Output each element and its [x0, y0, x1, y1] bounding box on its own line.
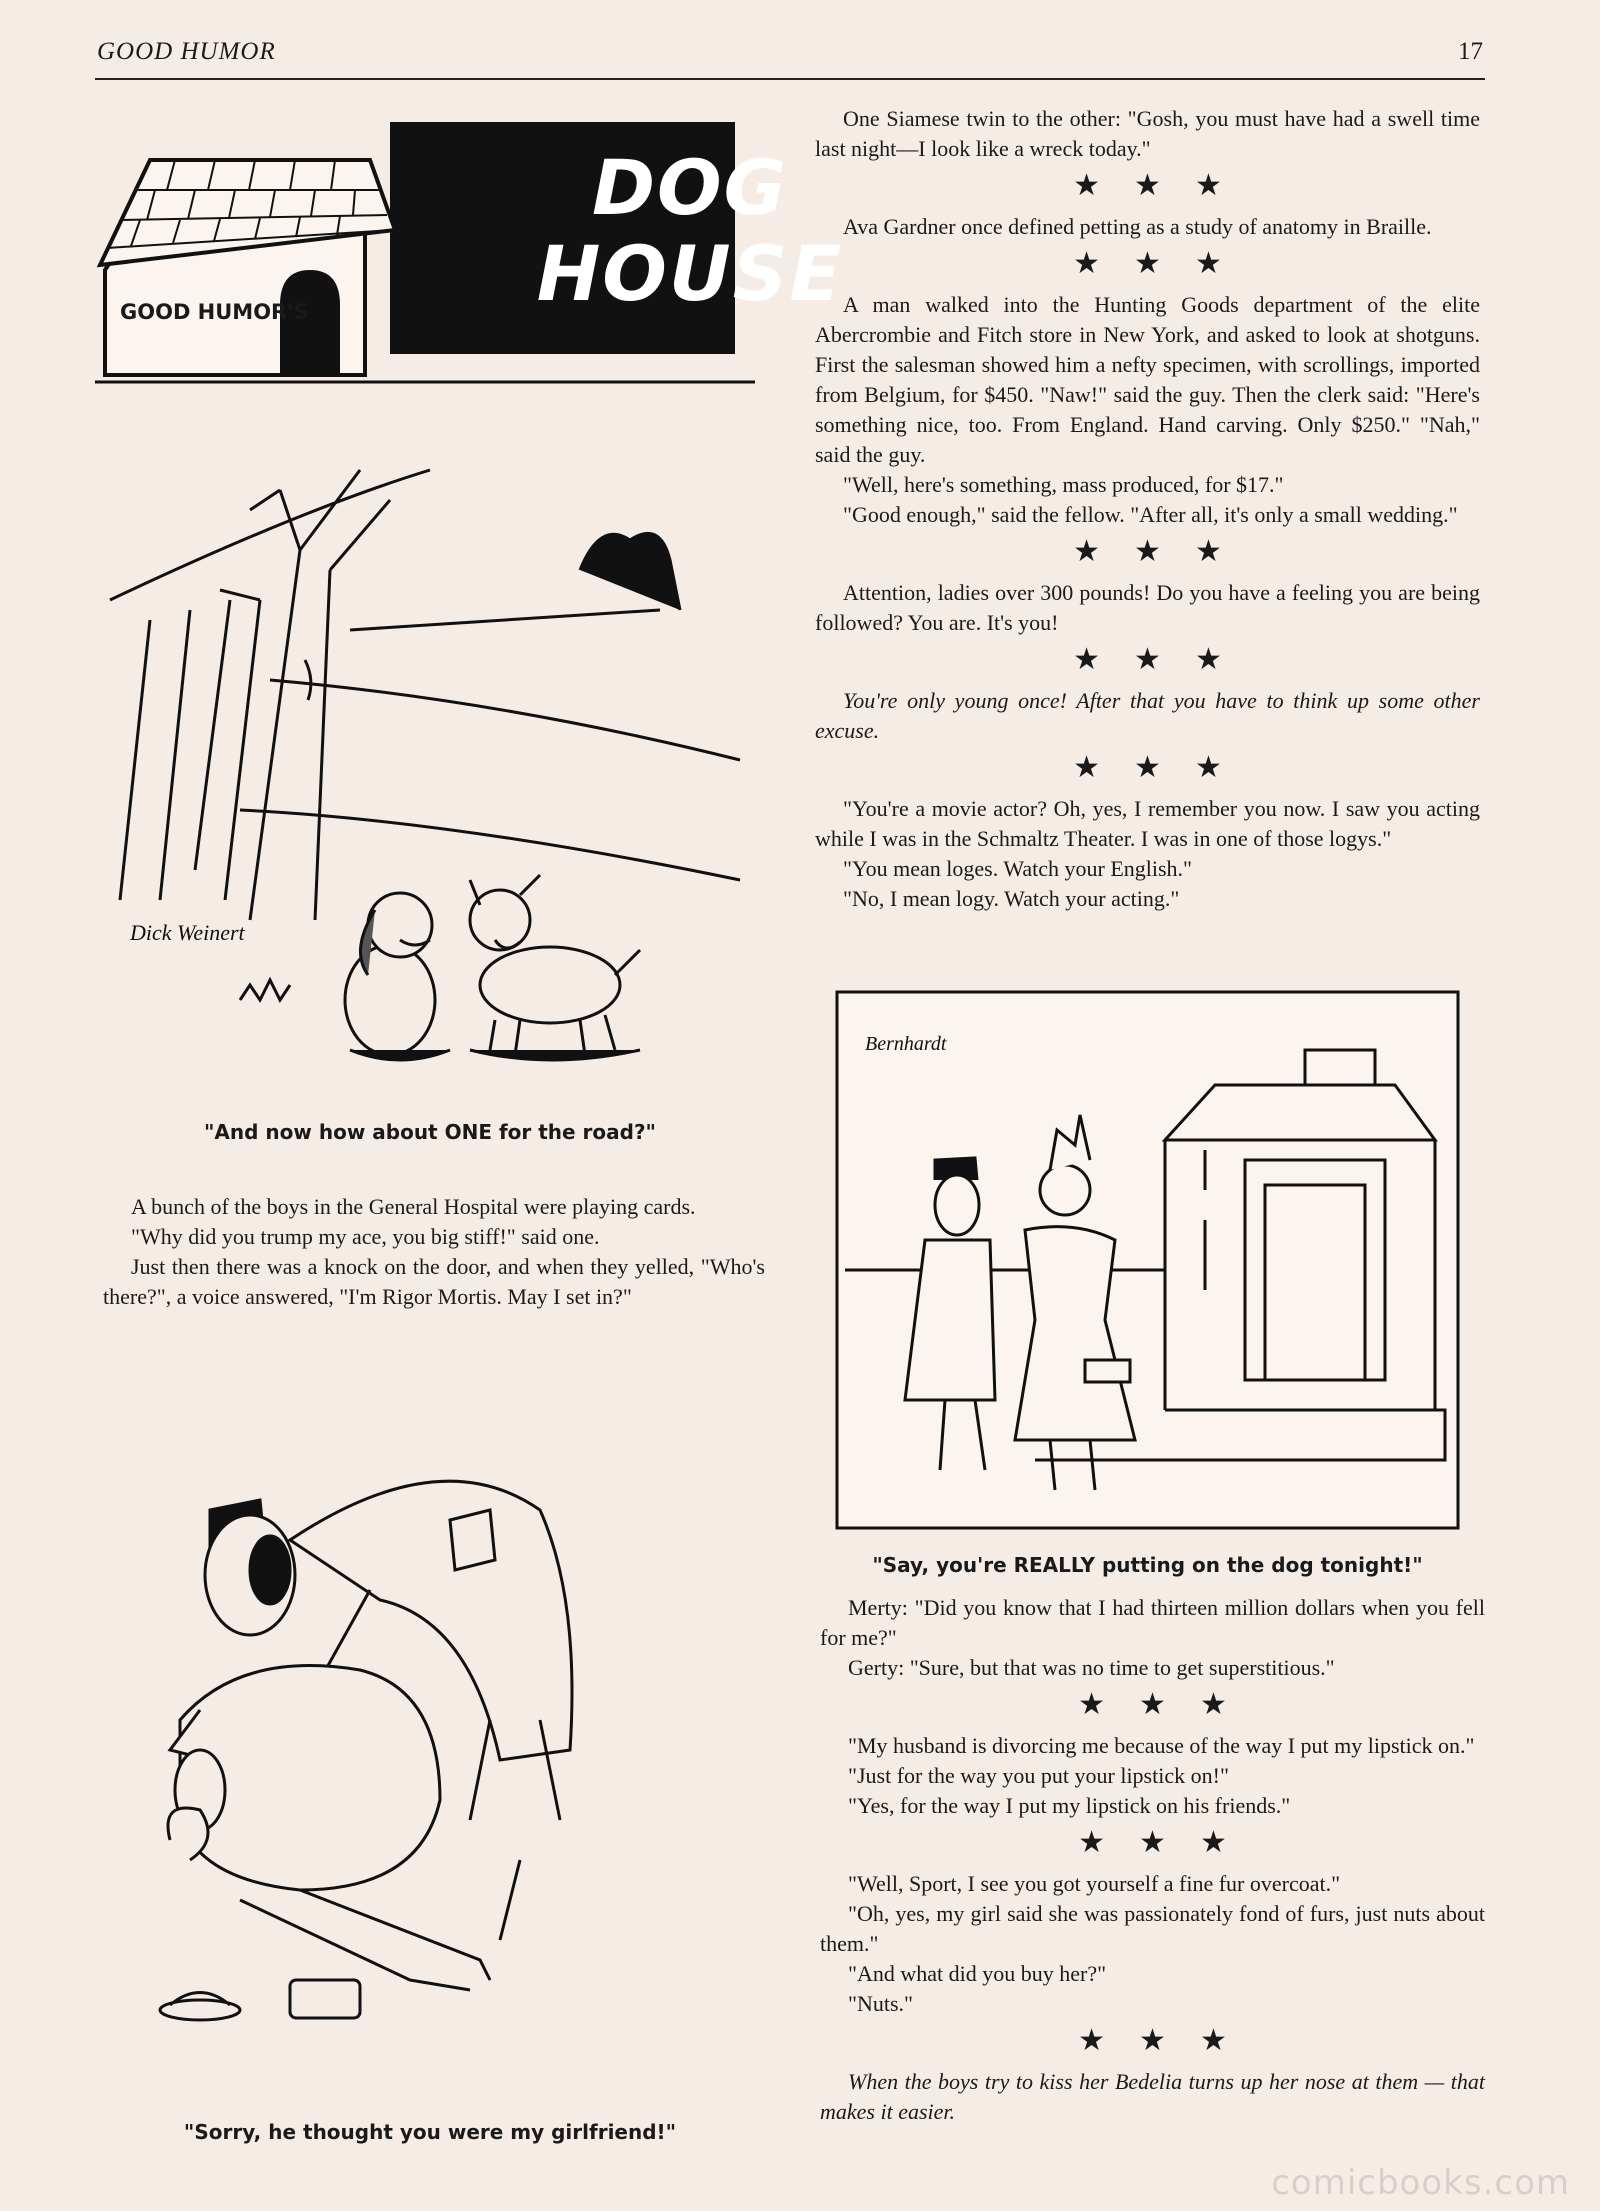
couple-illustration	[835, 990, 1460, 1530]
joke-movie-actor: "No, I mean logy. Watch your acting."	[843, 886, 1180, 911]
star-divider: ★★★	[1073, 246, 1256, 281]
dog-house-logo	[95, 120, 844, 400]
joke-fur-coat: "And what did you buy her?"	[848, 1961, 1107, 1986]
joke-lipstick: "My husband is divorcing me because of the way I put my lipstick on."	[848, 1733, 1475, 1758]
joke-lipstick: "Yes, for the way I put my lipstick on his friends."	[848, 1793, 1291, 1818]
logo-badge: GOOD HUMOR'S	[120, 300, 309, 324]
joke-movie-actor: "You mean loges. Watch your English."	[843, 856, 1193, 881]
story-paragraph: Just then there was a knock on the door, and when they yelled, "Who's there?", a voice answered, "I'm Rigor Mortis. May I set in?"	[103, 1254, 765, 1309]
cartoon1-signature: Dick Weinert	[130, 920, 245, 945]
cartoon-couple	[835, 990, 1460, 1530]
big-dog-illustration	[140, 1420, 740, 2050]
joke-shotgun: "Good enough," said the fellow. "After all, it's only a small wedding."	[843, 502, 1458, 527]
star-divider: ★★★	[1078, 2023, 1261, 2058]
cartoon1-caption: "And now how about ONE for the road?"	[204, 1120, 656, 1144]
story-paragraph: A bunch of the boys in the General Hospital were playing cards.	[131, 1194, 696, 1219]
star-divider: ★★★	[1073, 534, 1256, 569]
right-jokes-bottom	[820, 1593, 1485, 2127]
joke-young-once: You're only young once! After that you have to think up some other excuse.	[815, 688, 1480, 743]
joke-siamese: One Siamese twin to the other: "Gosh, you must have had a swell time last night—I look like a wreck today."	[815, 106, 1480, 161]
joke-lipstick: "Just for the way you put your lipstick on!"	[848, 1763, 1229, 1788]
watermark: comicbooks.com	[1271, 2163, 1570, 2203]
star-divider: ★★★	[1073, 168, 1256, 203]
joke-fur-coat: "Nuts."	[848, 1991, 914, 2016]
star-divider: ★★★	[1078, 1825, 1261, 1860]
cartoon2-caption: "Say, you're REALLY putting on the dog tonight!"	[872, 1553, 1423, 1577]
right-jokes-top	[815, 104, 1480, 914]
logo-title-line1: DOG	[591, 143, 789, 232]
joke-movie-actor: "You're a movie actor? Oh, yes, I remember you now. I saw you acting while I was in the Schmaltz Theater. I was in one of those logys."	[815, 796, 1480, 851]
page-header	[95, 38, 1485, 80]
joke-bedelia: When the boys try to kiss her Bedelia turns up her nose at them — that makes it easier.	[820, 2069, 1485, 2124]
joke-merty-gerty: Gerty: "Sure, but that was no time to get superstitious."	[848, 1655, 1335, 1680]
joke-merty-gerty: Merty: "Did you know that I had thirteen million dollars when you fell for me?"	[820, 1595, 1485, 1650]
cartoon2-signature: Bernhardt	[865, 1033, 947, 1055]
joke-shotgun: A man walked into the Hunting Goods department of the elite Abercrombie and Fitch store in New York, and asked to look at shotguns. First the salesman showed him a nefty specimen, with scrollings, imported from Belgium, for $450. "Naw!" said the guy. Then the clerk said: "Here's something nice, too. From England. Hand carving. Only $250." "Nah," said the guy.	[815, 292, 1480, 467]
cartoon3-caption: "Sorry, he thought you were my girlfriend!"	[183, 2120, 677, 2144]
page-number: 17	[1458, 38, 1483, 65]
cartoon-dogs	[100, 430, 760, 1080]
left-story	[103, 1192, 765, 1312]
joke-ava-gardner: Ava Gardner once defined petting as a study of anatomy in Braille.	[843, 214, 1432, 239]
logo-title-line2: HOUSE	[536, 229, 844, 318]
story-paragraph: "Why did you trump my ace, you big stiff!" said one.	[131, 1224, 600, 1249]
joke-fur-coat: "Oh, yes, my girl said she was passionately fond of furs, just nuts about them."	[820, 1901, 1485, 1956]
star-divider: ★★★	[1073, 750, 1256, 785]
joke-300-pounds: Attention, ladies over 300 pounds! Do you have a feeling you are being followed? You are. It's you!	[815, 580, 1480, 635]
joke-shotgun: "Well, here's something, mass produced, for $17."	[843, 472, 1284, 497]
star-divider: ★★★	[1078, 1687, 1261, 1722]
cartoon-big-dog	[140, 1420, 740, 2050]
magazine-title: GOOD HUMOR	[97, 38, 276, 65]
joke-fur-coat: "Well, Sport, I see you got yourself a fine fur overcoat."	[848, 1871, 1341, 1896]
star-divider: ★★★	[1073, 642, 1256, 677]
dogs-illustration	[100, 430, 760, 1080]
